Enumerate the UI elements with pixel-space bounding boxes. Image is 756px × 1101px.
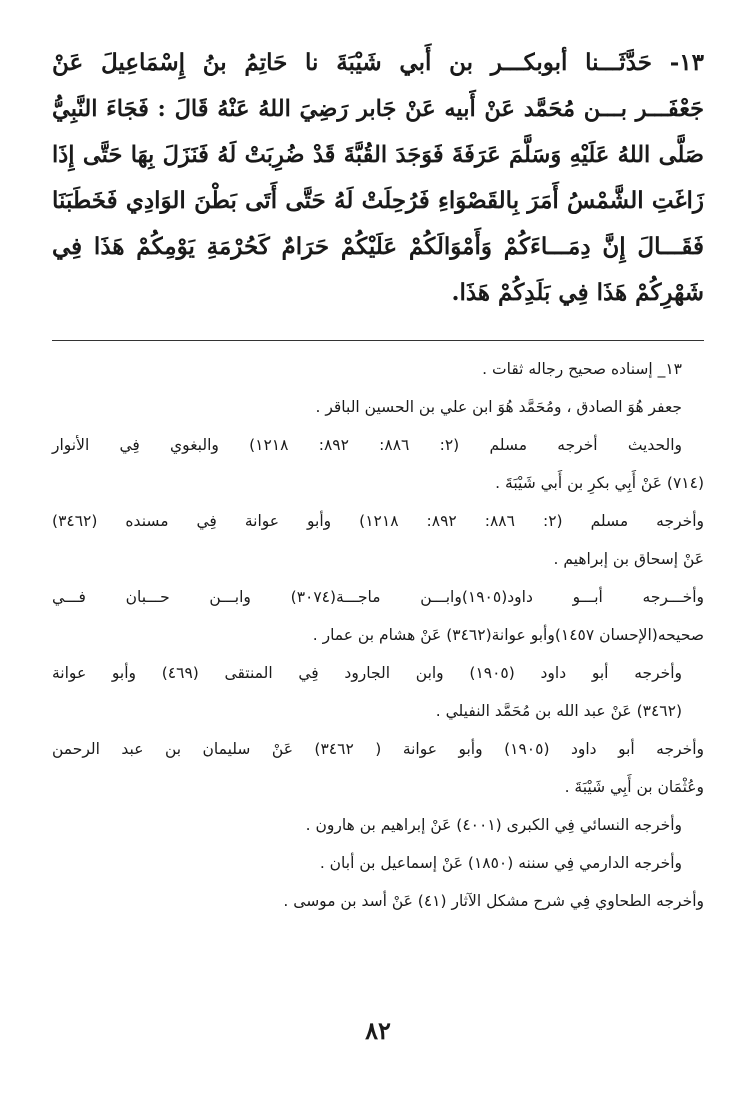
hadith-line: جَعْفَـــر بـــن مُحَمَّد عَنْ أَبيه عَنْ جَابر رَضِيَ اللهُ عَنْهُ قَالَ : فَجَاءَ النَّبِيُّ [52,96,704,122]
footnotes [52,350,704,920]
footnote-line: عَنْ إسحاق بن إبراهيم . [553,550,704,568]
footnote-line: ١٣_ إسناده صحيح رجاله ثقات . [482,360,682,378]
footnote-line: وعُثْمَان بن أَبِي شَيْبَةَ . [564,778,704,796]
hadith-line: زَاغَتِ الشَّمْسُ أَمَرَ بِالقَصْوَاءِ فَرُحِلَتْ لَهُ حَتَّى أَتَى بَطْنَ الوَادِي فَخَطَبَنَا [52,187,704,214]
footnote-line: (٧١٤) عَنْ أَبِي بكرِ بن أَبي شَيْبَةَ . [495,474,704,492]
page-number: ٨٢ [365,1016,391,1045]
footnote-line: وأخرجه النسائي فِي الكبرى (٤٠٠١) عَنْ إبراهيم بن هارون . [305,816,682,834]
footnote-line: والحديث أخرجه مسلم (٢: ٨٨٦: ٨٩٢: ١٢١٨) والبغوي فِي الأنوار [52,436,683,454]
footnote-line: وأخرجه أبو داود (١٩٠٥) وابن الجارود فِي المنتقى (٤٦٩) وأبو عوانة [52,664,683,682]
footnote-line: وأخرجه الدارمي فِي سننه (١٨٥٠) عَنْ إسماعيل بن أبان . [319,854,682,872]
hadith-line: فَقَـــالَ إِنَّ دِمَـــاءَكُمْ وَأَمْوَالَكُمْ عَلَيْكُمْ حَرَامٌ كَحُرْمَةِ يَوْمِكُمْ هَذَا فِي [52,233,704,260]
footnote-line: وأخرجه الطحاوي فِي شرح مشكل الآثار (٤١) عَنْ أسد بن موسى . [283,892,704,910]
hadith-text [52,40,704,316]
footnote-line: صحيحه(الإحسان ١٤٥٧)وأبو عوانة(٣٤٦٢) عَنْ هشام بن عمار . [312,626,704,644]
footnote-line: وأخـــرجه أبـــو داود(١٩٠٥)وابـــن ماجـــة(٣٠٧٤) وابـــن حـــبان فـــي [52,588,704,606]
footnote-line: (٣٤٦٢) عَنْ عبد الله بن مُحَمَّد النفيلي . [435,702,682,720]
hadith-line: شَهْرِكُمْ هَذَا فِي بَلَدِكُمْ هَذَا. [451,279,704,306]
footnote-line: وأخرجه أبو داود (١٩٠٥) وأبو عوانة ( ٣٤٦٢) عَنْ سليمان بن عبد الرحمن [52,740,704,758]
hadith-line: صَلَّى اللهُ عَلَيْهِ وَسَلَّمَ عَرَفَةَ فَوَجَدَ القُبَّةَ قَدْ ضُرِبَتْ لَهُ فَنَزَلَ بِهَا حَتَّى إِذَا [52,142,704,168]
footnote-line: جعفر هُوَ الصادق ، ومُحَمَّد هُوَ ابن علي بن الحسين الباقر . [315,398,682,416]
footnote-divider [52,340,704,341]
footnote-line: وأخرجه مسلم (٢: ٨٨٦: ٨٩٢: ١٢١٨) وأبو عوانة فِي مسنده (٣٤٦٢) [52,512,704,530]
hadith-line: ١٣- حَدَّثَـــنا أبوبكـــر بن أَبي شَيْبَةَ نا حَاتِمُ بنُ إِسْمَاعِيلَ عَنْ [52,49,704,76]
